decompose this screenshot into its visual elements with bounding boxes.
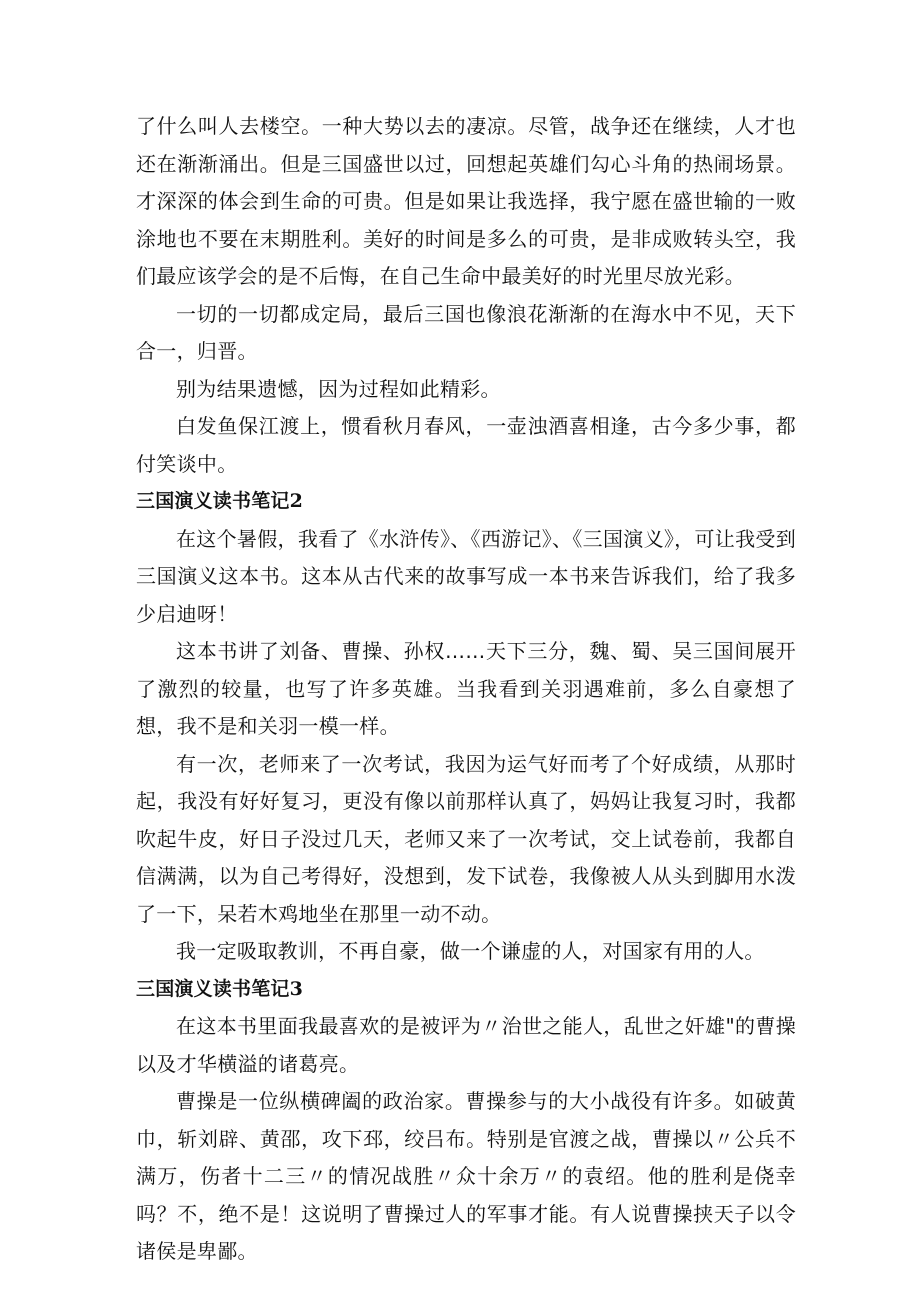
paragraph: 这本书讲了刘备、曹操、孙权……天下三分，魏、蜀、吴三国间展开了激烈的较量，也写了许多英雄。当我看到关羽遇难前，多么自豪想了想，我不是和关羽一模一样。 [136, 639, 796, 738]
paragraph: 了什么叫人去楼空。一种大势以去的凄凉。尽管，战争还在继续，人才也还在渐渐涌出。但是三国盛世以过，回想起英雄们勾心斗角的热闹场景。才深深的体会到生命的可贵。但是如果让我选择，我宁愿在盛世输的一败涂地也不要在末期胜利。美好的时间是多么的可贵，是非成败转头空，我们最应该学会的是不后悔，在自己生命中最美好的时光里尽放光彩。 [136, 114, 796, 288]
paragraph: 在这个暑假，我看了《水浒传》、《西游记》、《三国演义》，可让我受到三国演义这本书。这本从古代来的故事写成一本书来告诉我们，给了我多少启迪呀！ [136, 526, 796, 626]
paragraph: 曹操是一位纵横碑阖的政治家。曹操参与的大小战役有许多。如破黄巾，斩刘辟、黄邵，攻下邳，绞吕布。特别是官渡之战，曹操以〃公兵不满万，伤者十二三〃的情况战胜〃众十余万〃的袁绍。他的胜利是侥幸吗？不，绝不是！这说明了曹操过人的军事才能。有人说曹操挟天子以令诸侯是卑鄙。 [136, 1089, 796, 1263]
paragraph: 在这本书里面我最喜欢的是被评为〃治世之能人，乱世之奸雄"的曹操以及才华横溢的诸葛亮。 [136, 1014, 796, 1076]
paragraph: 我一定吸取教训，不再自豪，做一个谦虚的人，对国家有用的人。 [176, 939, 765, 963]
document-body [136, 108, 796, 1271]
paragraph: 白发鱼保江渡上，惯看秋月春风，一壶浊酒喜相逢，古今多少事，都付笑谈中。 [136, 414, 796, 476]
paragraph: 一切的一切都成定局，最后三国也像浪花渐渐的在海水中不见，天下合一，归晋。 [136, 301, 796, 363]
paragraph: 有一次，老师来了一次考试，我因为运气好而考了个好成绩，从那时起，我没有好好复习，更没有像以前那样认真了，妈妈让我复习时，我都吹起牛皮，好日子没过几天，老师又来了一次考试，交上试卷前，我都自信满满，以为自己考得好，没想到，发下试卷，我像被人从头到脚用水泼了一下，呆若木鸡地坐在那里一动不动。 [136, 751, 796, 926]
paragraph: 别为结果遗憾，因为过程如此精彩。 [176, 376, 501, 401]
section-heading: 三国演义读书笔记3 [136, 977, 304, 1000]
section-heading: 三国演义读书笔记2 [136, 490, 304, 512]
